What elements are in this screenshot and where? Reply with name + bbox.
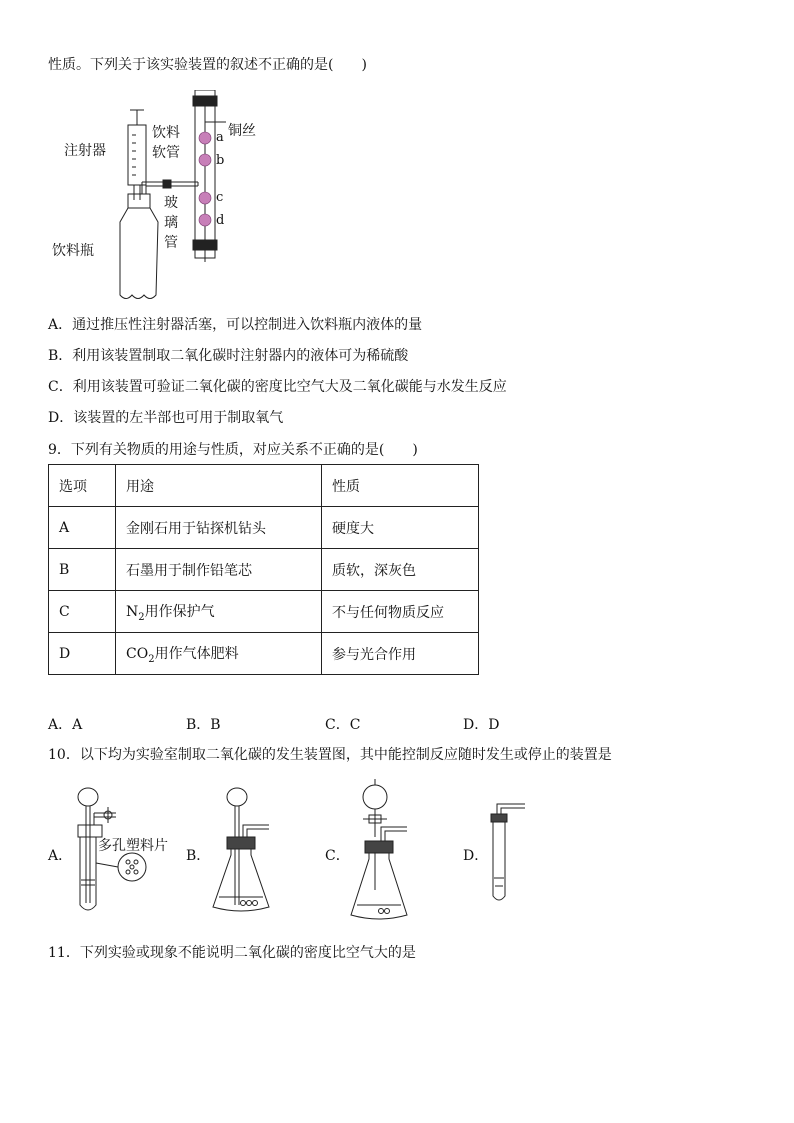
label-copper-wire: 铜丝	[228, 123, 256, 139]
syringe-icon	[128, 110, 146, 200]
q10-label-b: B．	[186, 848, 211, 864]
q10-label-c: C．	[325, 848, 350, 864]
apparatus-b	[205, 785, 285, 920]
q8-option-b: B．利用该装置制取二氧化碳时注射器内的液体可为稀硫酸	[48, 348, 409, 364]
glass-tube-icon	[193, 90, 226, 262]
q8-option-c: C．利用该装置可验证二氧化碳的密度比空气大及二氧化碳能与水发生反应	[48, 379, 507, 395]
apparatus-d	[485, 800, 535, 910]
label-b: b	[216, 153, 225, 168]
header-use: 用途	[116, 465, 322, 507]
header-property: 性质	[322, 465, 479, 507]
label-c: c	[216, 190, 224, 205]
row-property: 不与任何物质反应	[322, 591, 479, 633]
label-d: d	[216, 213, 225, 228]
q9-answer-b: B．B	[186, 717, 221, 733]
use-text: 用作气体肥料	[154, 645, 239, 662]
q8-option-d: D．该装置的左半部也可用于制取氧气	[48, 410, 284, 426]
q10-stem: 10．以下均为实验室制取二氧化碳的发生装置图，其中能控制反应随时发生或停止的装置是	[48, 747, 612, 763]
label-soft-tube-2: 软管	[152, 145, 180, 161]
row-use: 金刚石用于钻探机钻头	[116, 507, 322, 549]
row-option: B	[49, 549, 116, 591]
label-glass-2: 璃	[164, 215, 178, 231]
q9-stem: 9．下列有关物质的用途与性质，对应关系不正确的是( )	[48, 442, 418, 458]
use-text: 用作保护气	[144, 603, 215, 620]
label-a: a	[216, 130, 224, 145]
q10-label-d: D．	[463, 848, 489, 864]
row-property: 硬度大	[322, 507, 479, 549]
table-header-row	[49, 465, 479, 507]
row-option: A	[49, 507, 116, 549]
soft-tube-icon	[142, 180, 198, 188]
header-option: 选项	[49, 465, 116, 507]
q8-stem: 性质。下列关于该实验装置的叙述不正确的是( )	[48, 57, 367, 73]
test-tube-delivery-icon	[485, 800, 535, 910]
separatory-funnel-flask-icon	[345, 775, 425, 925]
formula-n2: N	[126, 603, 139, 620]
row-use	[116, 591, 322, 633]
apparatus-a	[68, 785, 178, 915]
q8-apparatus-figure	[48, 90, 278, 305]
q10-label-a: A．	[48, 848, 73, 864]
table-row	[49, 633, 479, 675]
q9-table	[48, 464, 479, 675]
label-glass-1: 玻	[164, 195, 178, 211]
label-bottle: 饮料瓶	[52, 243, 94, 259]
row-use	[116, 633, 322, 675]
q8-option-a: A．通过推压性注射器活塞，可以控制进入饮料瓶内液体的量	[48, 317, 423, 333]
conical-flask-funnel-icon	[205, 785, 285, 920]
formula-subscript: 2	[138, 611, 145, 623]
apparatus-c	[345, 775, 425, 925]
row-option: C	[49, 591, 116, 633]
label-syringe: 注射器	[64, 143, 106, 159]
formula-co2: CO	[126, 645, 149, 662]
porous-plate-label: 多孔塑料片	[98, 838, 168, 854]
label-soft-tube-1: 饮料	[152, 125, 180, 141]
table-row	[49, 549, 479, 591]
row-property: 质软，深灰色	[322, 549, 479, 591]
q9-answer-c: C．C	[325, 717, 361, 733]
formula-subscript: 2	[148, 653, 155, 665]
row-use: 石墨用于制作铅笔芯	[116, 549, 322, 591]
table-row	[49, 591, 479, 633]
bottle-icon	[120, 182, 158, 299]
row-property: 参与光合作用	[322, 633, 479, 675]
q11-stem: 11．下列实验或现象不能说明二氧化碳的密度比空气大的是	[48, 945, 416, 961]
q9-answer-a: A．A	[48, 717, 83, 733]
row-option: D	[49, 633, 116, 675]
q9-answer-d: D．D	[463, 717, 500, 733]
label-glass-3: 管	[164, 235, 178, 251]
table-row	[49, 507, 479, 549]
